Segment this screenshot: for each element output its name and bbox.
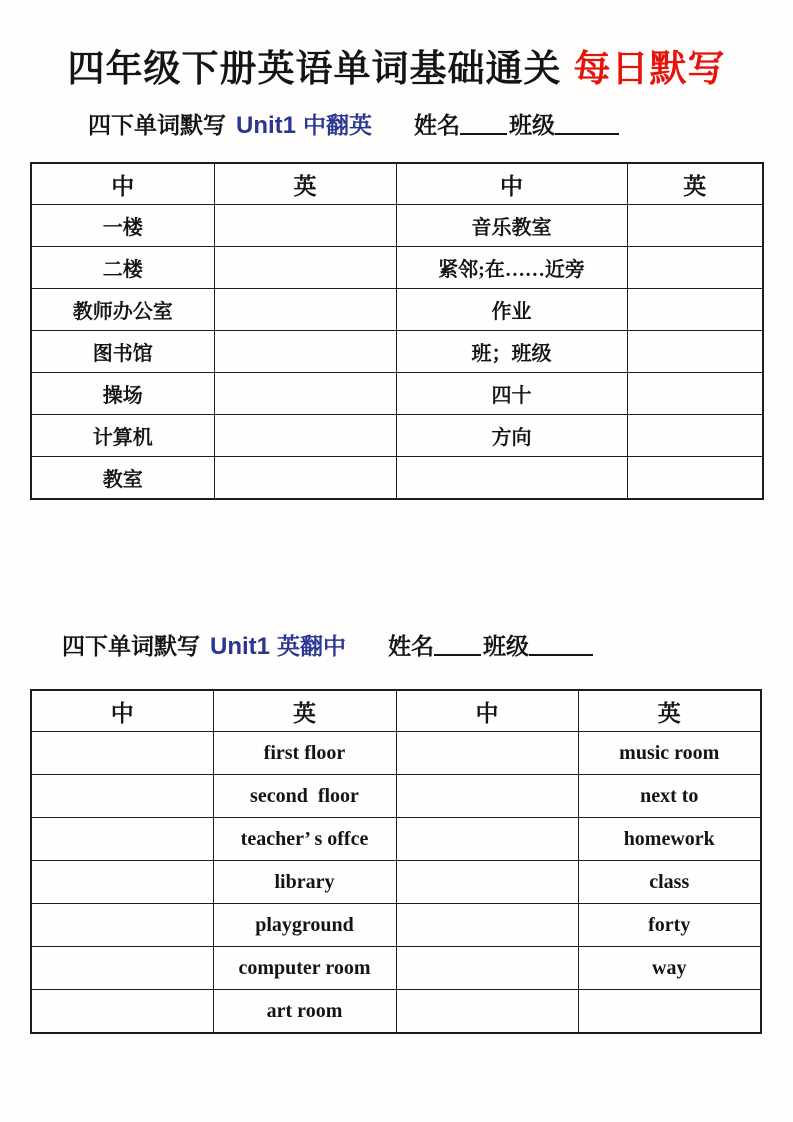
heading1-class-blank-line: [555, 130, 619, 135]
column-header: 英: [578, 690, 761, 732]
answer-blank-cell: [31, 732, 213, 775]
page-title: [0, 38, 793, 92]
section1-heading: [88, 107, 619, 140]
answer-blank-cell: [578, 990, 761, 1034]
word-cell: 紧邻;在……近旁: [396, 247, 627, 289]
column-header: 英: [627, 163, 763, 205]
answer-blank-cell: [31, 861, 213, 904]
table-row: [31, 457, 763, 500]
answer-blank-cell: [214, 331, 396, 373]
answer-blank-cell: [627, 205, 763, 247]
word-cell: music room: [578, 732, 761, 775]
answer-blank-cell: [214, 415, 396, 457]
word-cell: 教室: [31, 457, 214, 500]
answer-blank-cell: [396, 775, 578, 818]
answer-blank-cell: [31, 775, 213, 818]
table-row: [31, 415, 763, 457]
column-header: 英: [213, 690, 396, 732]
table-row: [31, 861, 761, 904]
word-cell: 计算机: [31, 415, 214, 457]
word-cell: 一楼: [31, 205, 214, 247]
answer-blank-cell: [396, 818, 578, 861]
word-cell: class: [578, 861, 761, 904]
word-cell: 图书馆: [31, 331, 214, 373]
word-cell: 班；班级: [396, 331, 627, 373]
table-row: [31, 289, 763, 331]
heading2-mode-label: 英翻中: [277, 634, 346, 659]
word-cell: 音乐教室: [396, 205, 627, 247]
table-row: [31, 775, 761, 818]
table-row: [31, 247, 763, 289]
answer-blank-cell: [396, 990, 578, 1034]
heading2-name-blank-line: [434, 651, 481, 656]
word-cell: 二楼: [31, 247, 214, 289]
answer-blank-cell: [214, 247, 396, 289]
heading2-unit-label: Unit1: [210, 633, 270, 660]
word-cell: second floor: [213, 775, 396, 818]
answer-blank-cell: [396, 947, 578, 990]
answer-blank-cell: [31, 990, 213, 1034]
table-row: [31, 331, 763, 373]
heading2-name-label: 姓名: [388, 634, 434, 659]
vocab-table-cn-to-en: [30, 162, 764, 500]
vocab-table-en-to-cn: [30, 689, 762, 1034]
page-title-red: 每日默写: [573, 48, 726, 89]
column-header: 中: [396, 690, 578, 732]
answer-blank-cell: [396, 904, 578, 947]
word-cell: art room: [213, 990, 396, 1034]
column-header: 英: [214, 163, 396, 205]
word-cell: next to: [578, 775, 761, 818]
table-row: [31, 373, 763, 415]
word-cell: 方向: [396, 415, 627, 457]
heading2-prefix: 四下单词默写: [62, 634, 200, 659]
word-cell: 操场: [31, 373, 214, 415]
answer-blank-cell: [214, 289, 396, 331]
table-row: [31, 990, 761, 1034]
word-cell: way: [578, 947, 761, 990]
word-cell: teacher’ s offce: [213, 818, 396, 861]
answer-blank-cell: [214, 373, 396, 415]
section2-heading: [62, 628, 593, 661]
table-row: [31, 205, 763, 247]
answer-blank-cell: [214, 457, 396, 500]
column-header: 中: [31, 690, 213, 732]
word-cell: forty: [578, 904, 761, 947]
page-title-black: 四年级下册英语单词基础通关: [67, 48, 562, 89]
table-row: [31, 904, 761, 947]
word-cell: playground: [213, 904, 396, 947]
word-cell: homework: [578, 818, 761, 861]
word-cell: computer room: [213, 947, 396, 990]
heading1-name-blank-line: [460, 130, 507, 135]
heading1-mode-label: 中翻英: [303, 113, 372, 138]
heading2-class-label: 班级: [483, 634, 529, 659]
word-cell: 四十: [396, 373, 627, 415]
table-row: [31, 732, 761, 775]
heading2-class-blank-line: [529, 651, 593, 656]
answer-blank-cell: [214, 205, 396, 247]
answer-blank-cell: [31, 904, 213, 947]
answer-blank-cell: [31, 947, 213, 990]
column-header: 中: [396, 163, 627, 205]
answer-blank-cell: [31, 818, 213, 861]
answer-blank-cell: [396, 732, 578, 775]
heading1-name-label: 姓名: [414, 113, 460, 138]
answer-blank-cell: [627, 457, 763, 500]
heading1-unit-label: Unit1: [236, 112, 296, 139]
word-cell: 作业: [396, 289, 627, 331]
answer-blank-cell: [627, 373, 763, 415]
answer-blank-cell: [396, 861, 578, 904]
answer-blank-cell: [627, 289, 763, 331]
word-cell: library: [213, 861, 396, 904]
heading1-prefix: 四下单词默写: [88, 113, 226, 138]
answer-blank-cell: [396, 457, 627, 500]
heading1-class-label: 班级: [509, 113, 555, 138]
word-cell: 教师办公室: [31, 289, 214, 331]
column-header: 中: [31, 163, 214, 205]
answer-blank-cell: [627, 331, 763, 373]
table-row: [31, 947, 761, 990]
answer-blank-cell: [627, 247, 763, 289]
table-row: [31, 818, 761, 861]
answer-blank-cell: [627, 415, 763, 457]
word-cell: first floor: [213, 732, 396, 775]
